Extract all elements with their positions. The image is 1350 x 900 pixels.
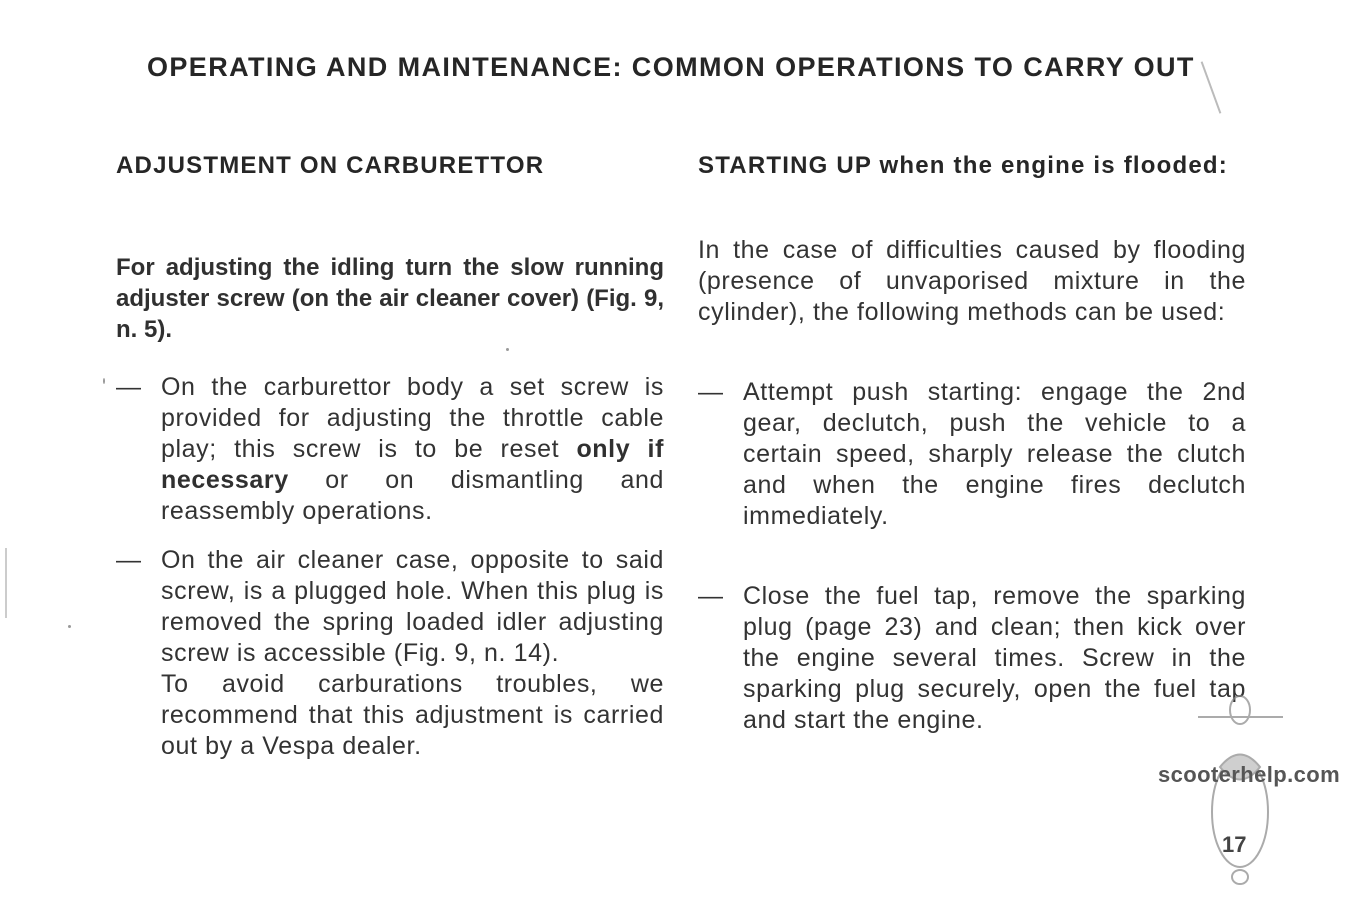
- scan-speck: [103, 378, 105, 384]
- set-screw-item: [116, 372, 664, 527]
- dash-bullet: —: [116, 546, 142, 574]
- page-number: 17: [1222, 832, 1247, 857]
- dealer-recommendation-text: To avoid carburations troubles, we recommend that this adjustment is carried out by a Vespa dealer.: [161, 670, 664, 760]
- set-screw-text: On the carburettor body a set screw is provided for adjusting the throttle cable play; this screw is to be reset only if necessary or on dismantling and reassembly operations.: [161, 373, 665, 525]
- carburettor-heading: ADJUSTMENT ON CARBURETTOR: [116, 152, 545, 179]
- emphasis-text: only if necessary: [161, 435, 665, 494]
- plugged-hole-item: [116, 545, 664, 762]
- scan-speck: [506, 348, 509, 351]
- plugged-hole-text: On the air cleaner case, opposite to said screw, is a plugged hole. When this plug is removed the spring loaded idler adjusting screw is accessible (Fig. 9, n. 14).: [161, 546, 664, 667]
- dash-bullet: —: [698, 582, 724, 610]
- push-start-item: [698, 377, 1246, 532]
- flooding-intro: In the case of difficulties caused by flooding (presence of unvaporised mixture in the cylinder), the following methods can be used:: [698, 236, 1246, 326]
- idling-instructions: For adjusting the idling turn the slow running adjuster screw (on the air cleaner cover) (Fig. 9, n. 5).: [116, 254, 664, 343]
- dash-bullet: —: [116, 373, 142, 401]
- scan-speck: [68, 625, 71, 628]
- page-title: OPERATING AND MAINTENANCE: COMMON OPERATIONS TO CARRY OUT: [147, 52, 1195, 82]
- scan-speck: [1201, 61, 1222, 113]
- fuel-tap-item: [698, 581, 1246, 736]
- dash-bullet: —: [698, 378, 724, 406]
- flooded-engine-heading: STARTING UP when the engine is flooded:: [698, 152, 1228, 179]
- push-start-text: Attempt push starting: engage the 2nd gear, declutch, push the vehicle to a certain speed, sharply release the clutch and when the engine fires declutch immediately.: [743, 378, 1246, 530]
- scan-speck: [5, 548, 7, 618]
- right-column: [698, 150, 1246, 736]
- left-column: [116, 150, 664, 762]
- fuel-tap-text: Close the fuel tap, remove the sparking plug (page 23) and clean; then kick over the engine several times. Screw in the sparking plug securely, open the fuel tap and start the engine.: [743, 582, 1246, 734]
- watermark-text: scooterhelp.com: [1158, 762, 1341, 787]
